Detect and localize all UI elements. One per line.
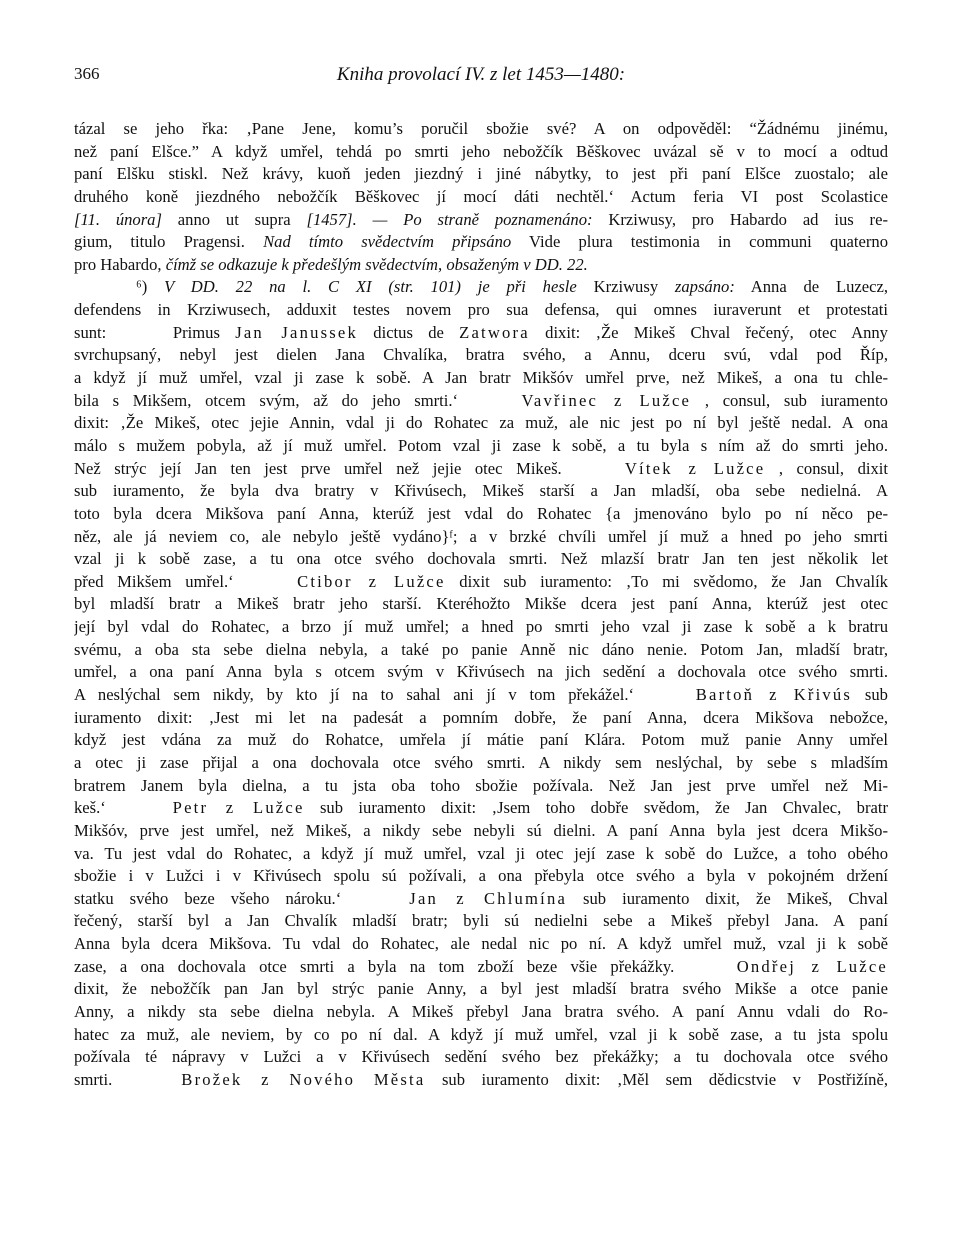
text-line [74,910,888,933]
text-segment: A neslýchal sem nikdy, by kto jí na to sahal ani jí v tom překážel.‘ [74,685,635,705]
text-line [74,888,888,911]
text-line [74,1024,888,1047]
text-line [74,458,888,481]
text-segment: dictus de [373,322,460,342]
text-segment: sbožie i v Lužci i v Křivúsech spolu sú požívali, a ona přebyla otce svého a byla v pokojném držení [74,866,888,886]
text-line [74,480,888,503]
text-segment: sunt: [74,322,107,342]
body-text [74,118,888,1092]
text-segment: málo s mužem pobyla, až jí muž umřel. Potom vzal ji zase k sobě, a tu byla s ním až do smrti jeho. [74,435,888,455]
text-line [74,163,888,186]
text-line [74,956,888,979]
witness-name: Ctibor z Lužce [297,571,446,591]
text-segment: , consul, sub iuramento [704,390,888,410]
text-line [74,707,888,730]
text-segment: dixit: ‚Že Mikeš, otec jejie Annin, vdal ji do Rohatec za muž, ale nic jest po ní byl ještě nedal. A ona [74,413,888,433]
running-title: Kniha provolací IV. z let 1453—1480: [336,64,626,85]
editor-note: [1457]. — Po straně poznamenáno: [306,209,593,229]
witness-name: Vítek z Lužce [624,458,766,478]
text-line [74,299,888,322]
editor-note: čímž se odkazuje k předešlým svědectvím, obsaženým v DD. 22. [165,254,588,274]
editor-note: zapsáno: [674,277,735,297]
text-line [74,616,888,639]
text-line [74,526,888,549]
text-line [74,797,888,820]
text-segment: bila s Mikšem, otcem svým, až do jeho smrti.‘ [74,390,459,410]
witness-name: Petr z Lužce [172,798,305,818]
text-line [74,1001,888,1024]
text-segment: statku svého beze všeho nároku.‘ [74,888,342,908]
witness-name: Vavřinec z Lužce [521,390,692,410]
editor-note: [11. února] [74,209,162,229]
text-segment: gium, titulo Pragensi. [74,232,264,252]
text-line [74,865,888,888]
text-line [74,412,888,435]
text-line [74,639,888,662]
text-segment: toto byla dcera Mikšova paní Anna, kterúž jest vdal do Rohatec {a jmenováno bylo po ní něco pe- [74,503,888,523]
text-line [74,933,888,956]
text-segment: tázal se jeho řka: ‚Pane Jene, komu’s poručil sbožie své? A on odpověděl: “Žádnému jinému, [74,119,888,138]
text-segment: sub iuramento dixit: ‚Měl sem dědicstvie v Postřižíně, [441,1069,888,1089]
text-line [74,390,888,413]
text-segment: iuramento dixit: ‚Jest mi let na padesát a pomním dobře, že paní Anna, dcera Mikšova nebožce, [74,707,888,727]
editor-note: V DD. 22 na l. C XI (str. 101) je při hesle [164,277,577,297]
text-segment: když jest vdána za muž do Rohatce, umřela jí mátie paní Klára. Potom muž panie Anny umřel [74,730,888,750]
text-segment: Anna de Luzecz, [750,277,888,297]
text-segment: svému, a oba sta sebe dielna nebyla, a také po panie Anně nic dáno nenie. Potom Jan, mladší bratr, [74,639,888,659]
text-segment: a otec ji zase přijal a ona dochovala otce svého smrti. A nikdy sem neslýchal, by sebe s mladším [74,752,888,772]
editor-note: Nad tímto svědectvím připsáno [263,232,512,252]
text-segment: sub iuramento dixit: ‚Jsem toho dobře svědom, že Jan Chvalec, bratr [319,798,888,818]
text-line [74,118,888,141]
text-segment: anno ut supra [177,209,307,229]
text-segment: ⁶) [136,277,165,297]
text-line [74,367,888,390]
text-segment: bratrem Janem byla dielna, a tu jsta oba toho sbožie požívala. Než Jan jest prve umřel než Mi- [74,775,888,795]
text-line [74,729,888,752]
text-line [74,503,888,526]
witness-name: Zatwora [459,322,530,342]
witness-name: Brožek z Nového Města [181,1069,426,1089]
text-segment: řečený, starší byl a Jan Chvalík mladší bratr; byli sú nedielni sebe a Mikeš přebyl Jana. A paní [74,911,888,931]
text-segment: Primus [172,322,236,342]
text-segment: Anna byla dcera Mikšova. Tu vdal do Rohatec, ale nedal nic po ní. A když umřel muž, vzal ji k sobě [74,934,888,954]
text-segment: něz, ale já neviem co, ale nebylo ještě vydáno}ᶠ; a v brzké chvíli umřel jí muž a hned po jeho smrti [74,526,888,546]
witness-name: Ondřej z Lužce [736,956,888,976]
text-segment: dixit sub iuramento: ‚To mi svědomo, že Jan Chvalík [459,571,888,591]
text-segment: va. Tu jest vdal do Rohatec, a když jí muž umřel, vzal ji otec její zase k sobě do Lužce, a toho obého [74,843,888,863]
text-line [74,684,888,707]
text-segment: druhého koně jiezdného nebožčík Běškovec jí mocí dáti nechtěl.‘ Actum feria VI post Scolastice [74,186,888,206]
text-line [74,661,888,684]
text-segment: Anny, a nikdy sta sebe dielna nebyla. A Mikeš přebyl Jana bratra svého. A paní Annu vdali do Ro- [74,1001,888,1021]
text-segment: Než strýc její Jan ten jest prve umřel než jejie otec Mikeš. [74,458,562,478]
text-segment: dixit, že nebožčík pan Jan byl strýc panie Anny, a byl jest mladší bratra svého Mikše a otce panie [74,979,888,999]
witness-name: Bartoň z Křivús [695,685,853,705]
text-segment: Mikšóv, prve jest umřel, než Mikeš, a nikdy sebe nebyli sú dielni. A paní Anna byla jest dcera Mikšo- [74,820,888,840]
text-line [74,322,888,345]
text-line [74,843,888,866]
text-segment: hatec za muž, ale neviem, by co po ní dal. A když jí muž umřel, vzal ji k sobě zase, a tu jsta spolu [74,1024,888,1044]
page-header [74,64,888,88]
text-segment: než paní Elšce.” A když umřel, tehdá po smrti jeho nebožčík Běškovec uvázal sě v to mocí a odtud [74,141,888,161]
text-segment: před Mikšem umřel.‘ [74,571,234,591]
text-line [74,820,888,843]
text-segment: Vide plura testimonia in communi quaterno [529,232,888,252]
text-segment: pro Habardo, [74,254,166,274]
text-line [74,593,888,616]
text-segment: , consul, dixit [778,458,888,478]
text-segment: defendens in Krziwusech, adduxit testes novem pro sua defensa, qui omnes iuraverunt et protestati [74,300,888,320]
text-line [74,978,888,1001]
witness-name: Jan Janussek [235,322,358,342]
text-segment: zase, a ona dochovala otce smrti a byla na tom zboží beze všie překážky. [74,956,675,976]
witness-name: Jan z Chlumína [409,888,568,908]
text-segment: svrchupsaný, nebyl jest dielen Jana Chvalíka, bratra svého, a Annu, dceru svú, vdal pod Říp, [74,345,888,365]
text-segment: Krziwusy, pro Habardo ad ius re- [608,209,888,229]
text-segment: požívala té nápravy v Lužci a v Křivúsech sedění svého bez překážky; a tu dochovala otce svého [74,1047,888,1067]
text-segment: vzal ji k sobě zase, a tu ona otce svého dochovala smrti. Než mlazší bratr Jan ten jest několik let [74,549,888,569]
text-segment: sub iuramento, že byla dva bratry v Křivúsech, Mikeš starší a Jan mladší, oba sebe nedielná. A [74,481,888,501]
text-line [74,209,888,232]
text-segment: byl mladší bratr a Mikeš bratr jeho starší. Kteréhožto Mikše dcera jest paní Anna, kterúž jest otec [74,594,888,614]
text-segment: její byl vdal do Rohatec, a brzo jí muž umřel; a hned po smrti jeho vzal ji zase k sobě a k bratru [74,617,888,637]
text-line [74,571,888,594]
text-segment: Krziwusy [593,277,675,297]
text-segment: sub iuramento dixit, že Mikeš, Chval [583,888,888,908]
text-line [74,276,888,299]
text-segment: umřel, a ona paní Anna byla s otcem svým v Křivúsech na jich sedění a dochovala otce svého smrti. [74,662,888,682]
text-line [74,548,888,571]
text-segment: smrti. [74,1069,113,1089]
text-line [74,254,888,277]
text-segment: keš.‘ [74,798,106,818]
text-line [74,752,888,775]
text-line [74,1046,888,1069]
text-segment: paní Elšku stiskl. Než krávy, kuoň jeden jiezdný i jiné nábytky, to jest při paní Elšce zuostalo; ale [74,164,888,184]
text-line [74,344,888,367]
text-segment: sub [864,685,888,705]
text-line [74,775,888,798]
text-line [74,141,888,164]
text-line [74,186,888,209]
text-line [74,1069,888,1092]
text-segment: dixit: ‚Že Mikeš Chval řečený, otec Anny [545,322,888,342]
text-line [74,231,888,254]
text-line [74,435,888,458]
page-number: 366 [74,64,100,83]
text-segment: a když jí muž umřel, vzal ji zase k sobě. A Jan bratr Mikšóv umřel prve, než Mikeš, a ona tu chle- [74,368,888,388]
